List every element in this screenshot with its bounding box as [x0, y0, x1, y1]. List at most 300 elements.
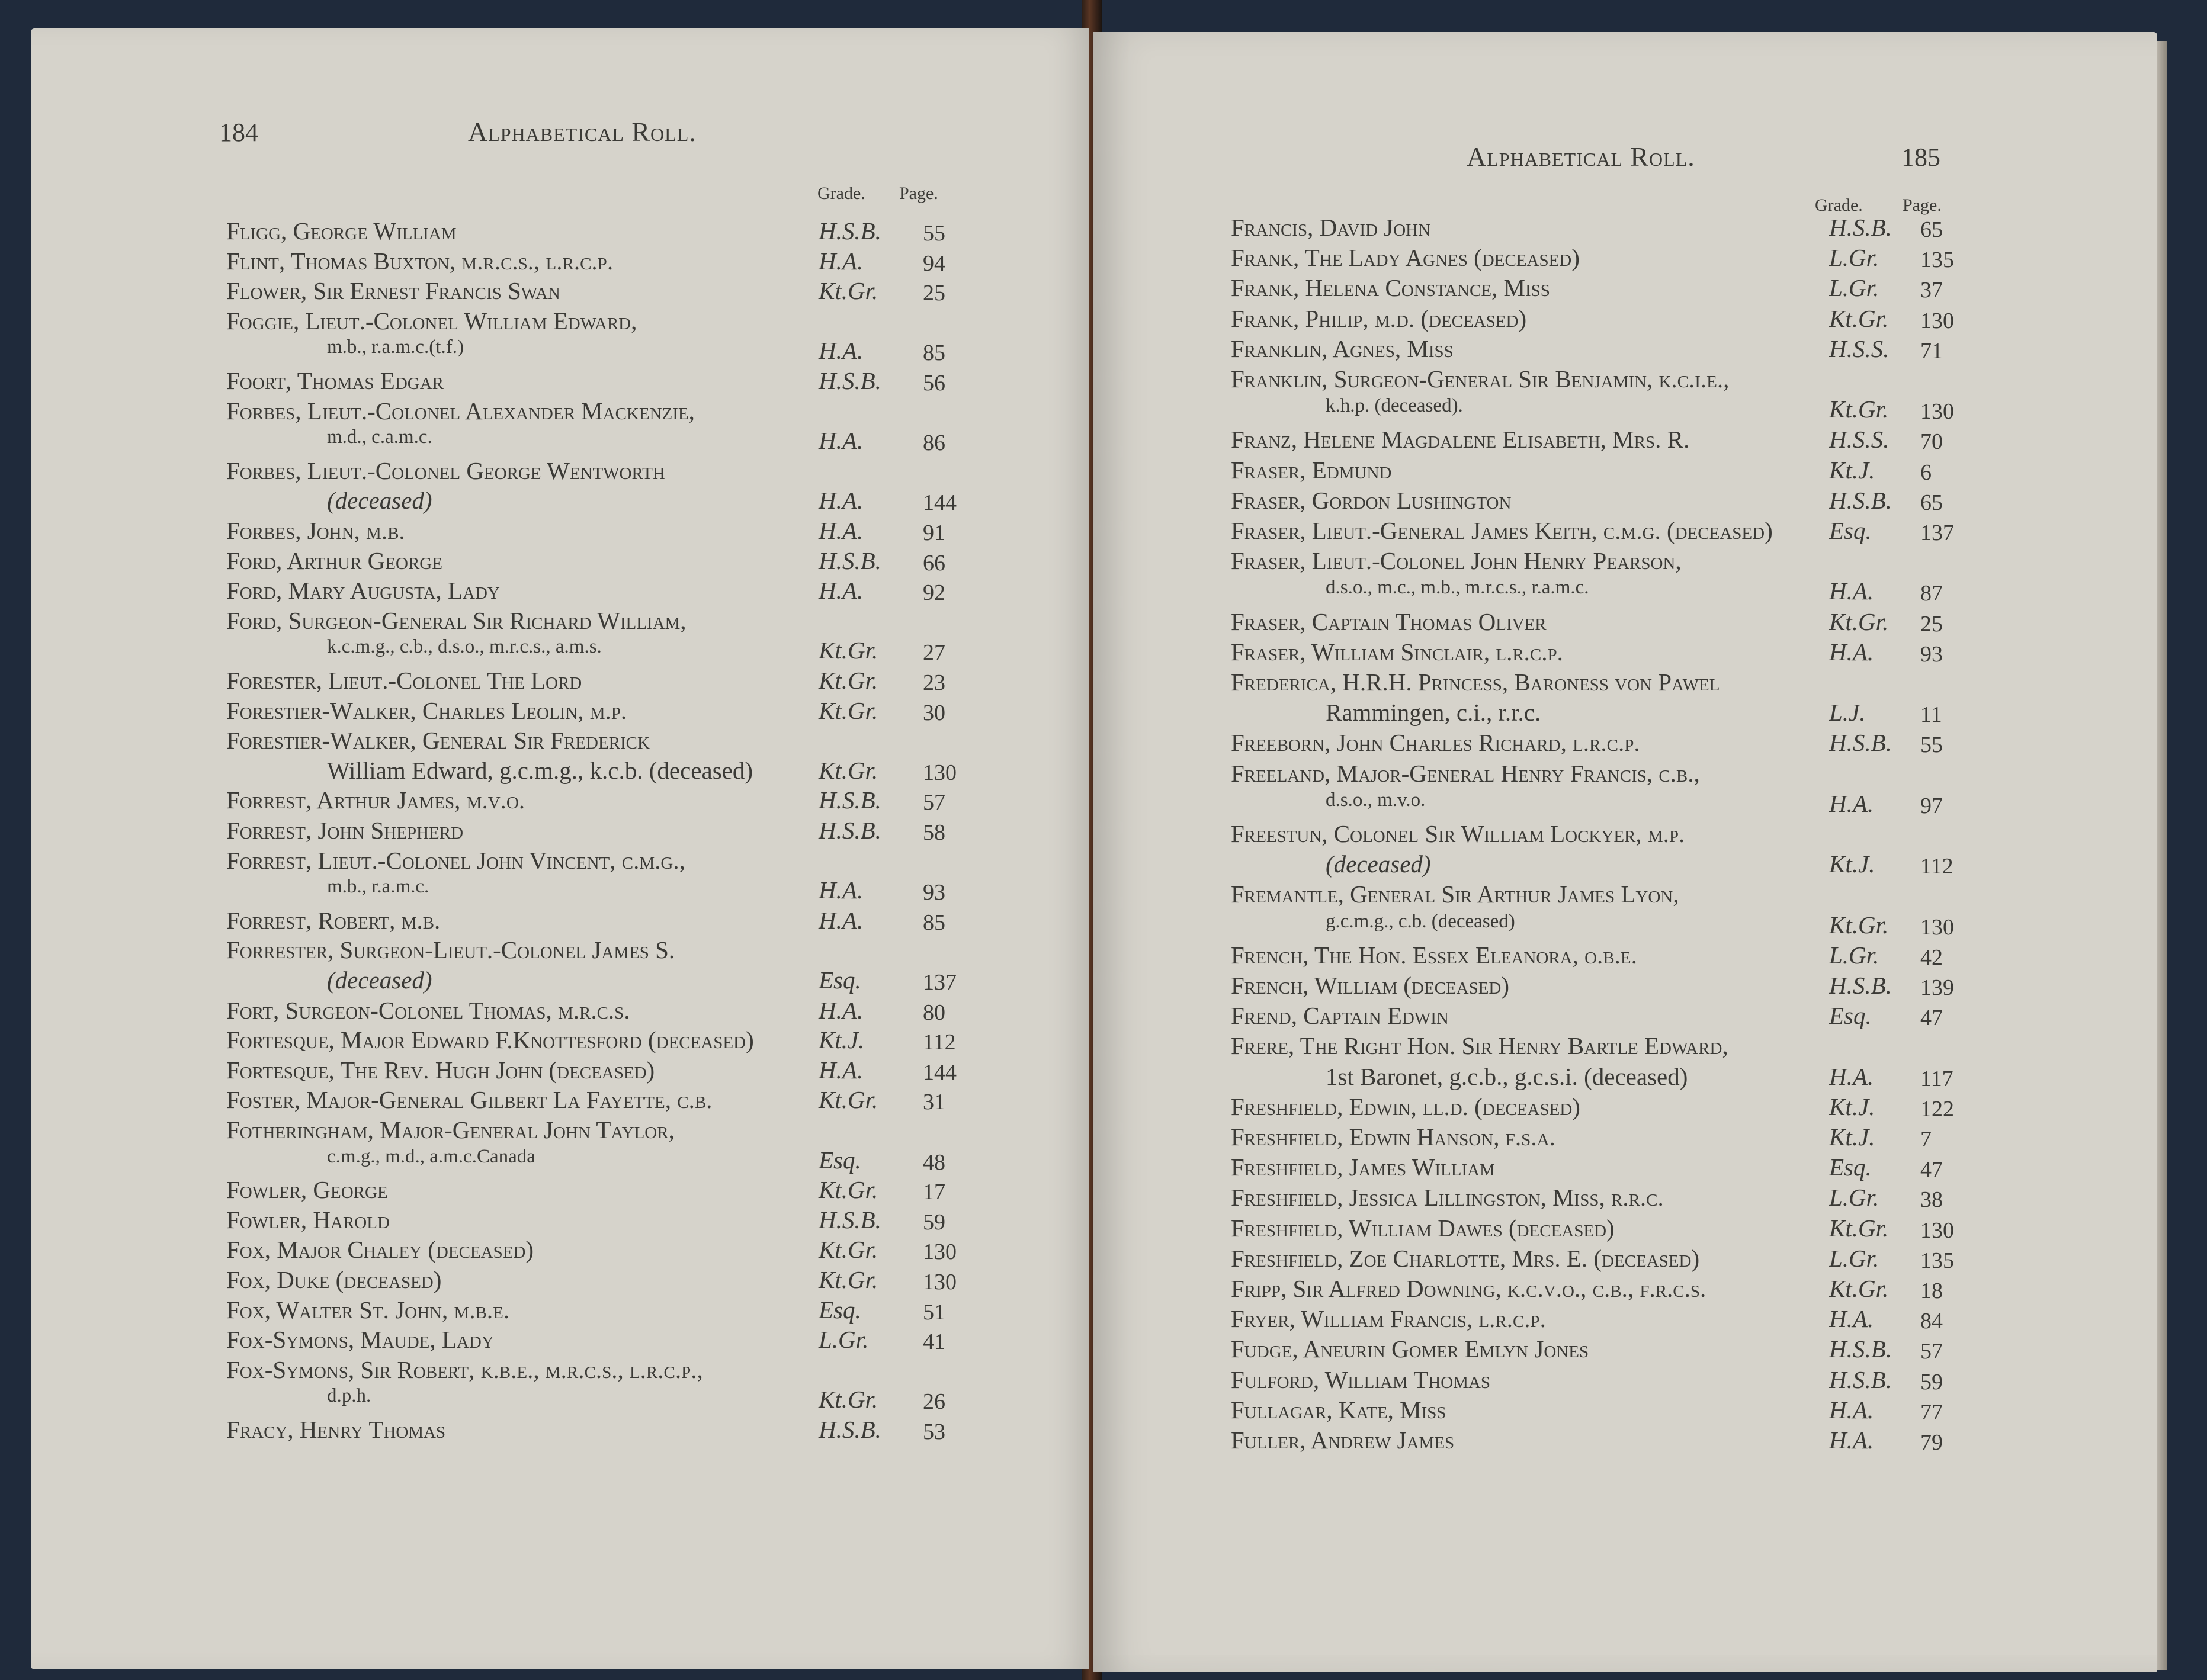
entry-page: 97: [1920, 793, 1943, 818]
entry-grade: H.S.B.: [1829, 214, 1892, 241]
list-item: [327, 1385, 1089, 1416]
entry-name: (deceased): [327, 966, 432, 994]
list-item: [226, 786, 996, 817]
entry-page: 135: [1920, 1248, 1954, 1273]
entry-name: Fowler, George: [226, 1176, 388, 1204]
entry-name: Ford, Mary Augusta, Lady: [226, 577, 500, 605]
list-item: [1231, 759, 2060, 790]
list-item: [226, 367, 996, 397]
entry-grade: H.S.S.: [1829, 426, 1890, 454]
entry-page: 57: [923, 790, 945, 815]
entry-name: Frank, The Lady Agnes (deceased): [1231, 244, 1580, 272]
entry-name: Fudge, Aneurin Gomer Emlyn Jones: [1231, 1335, 1589, 1363]
entry-name: Frend, Captain Edwin: [1231, 1002, 1449, 1030]
entry-grade: Kt.Gr.: [819, 1266, 878, 1293]
entry-page: 92: [923, 580, 945, 606]
list-item: [226, 247, 996, 278]
entry-name: French, William (deceased): [1231, 972, 1510, 999]
entry-name: Fulford, William Thomas: [1231, 1366, 1491, 1393]
entry-grade: Kt.J.: [819, 1026, 865, 1054]
entry-page: 25: [923, 281, 945, 306]
entry-name: Ford, Arthur George: [226, 547, 442, 574]
entry-name: Forbes, Lieut.-Colonel Alexander Mackenzie,: [226, 397, 695, 425]
entry-grade: L.Gr.: [1829, 1244, 1879, 1272]
entry-name: Forrest, Lieut.-Colonel John Vincent, c.m.g.,: [226, 846, 685, 874]
entry-page: 65: [1920, 217, 1943, 242]
list-item: [226, 547, 996, 577]
entry-name: Freshfield, Jessica Lillingston, Miss, r.r.c.: [1231, 1184, 1664, 1212]
entry-page: 30: [923, 700, 945, 725]
entry-name: Fuller, Andrew James: [1231, 1427, 1455, 1454]
entry-name: Fraser, William Sinclair, l.r.c.p.: [1231, 638, 1563, 666]
entry-grade: H.A.: [819, 487, 864, 515]
list-item: [1231, 1001, 2060, 1032]
entry-grade: H.A.: [819, 1056, 864, 1084]
entry-page: 130: [923, 760, 957, 785]
entry-grade: H.A.: [819, 876, 864, 904]
list-item: [226, 1116, 996, 1146]
entry-page: 18: [1920, 1279, 1943, 1303]
list-item: [1231, 274, 2060, 304]
entry-grade: H.A.: [1829, 1062, 1874, 1090]
list-item: [1231, 1123, 2060, 1154]
list-item: [226, 906, 996, 937]
list-item: [1231, 547, 2060, 577]
entry-name: Forester, Lieut.-Colonel The Lord: [226, 667, 582, 694]
entry-page: 47: [1920, 1006, 1943, 1031]
column-header-grade: Grade.: [1815, 195, 1863, 215]
entry-page: 11: [1920, 702, 1942, 728]
entry-grade: Kt.Gr.: [1829, 608, 1889, 635]
list-item: [1326, 577, 2155, 608]
list-item: [226, 217, 996, 248]
list-item: [226, 816, 996, 847]
entry-grade: Kt.Gr.: [1829, 396, 1889, 423]
list-item: [226, 1265, 996, 1296]
entry-page: 84: [1920, 1309, 1943, 1334]
entry-page: 71: [1920, 338, 1943, 364]
entry-name: Frank, Helena Constance, Miss: [1231, 274, 1550, 302]
entry-page: 94: [923, 250, 945, 276]
entry-name: Foster, Major-General Gilbert La Fayette, c.b.: [226, 1086, 713, 1114]
entry-grade: Kt.Gr.: [819, 277, 878, 305]
list-item: [327, 966, 1089, 997]
entry-grade: Esq.: [1829, 1154, 1872, 1181]
entry-page: 59: [1920, 1369, 1943, 1395]
entry-page: 117: [1920, 1066, 1953, 1091]
entry-grade: H.S.B.: [819, 1416, 881, 1443]
entry-grade: Esq.: [1829, 517, 1872, 544]
entry-grade: H.S.B.: [819, 817, 881, 844]
entry-name: Freestun, Colonel Sir William Lockyer, m.p.: [1231, 820, 1685, 847]
entry-name: Fryer, William Francis, l.r.c.p.: [1231, 1305, 1546, 1333]
entry-name: Flower, Sir Ernest Francis Swan: [226, 277, 560, 305]
list-item: [1231, 1396, 2060, 1427]
entry-page: 55: [1920, 733, 1943, 758]
entry-name: Frere, The Right Hon. Sir Henry Bartle Edward,: [1231, 1032, 1728, 1060]
list-item: [1231, 1093, 2060, 1123]
list-item: [226, 726, 996, 757]
entry-name: Fracy, Henry Thomas: [226, 1416, 446, 1443]
list-item: [226, 846, 996, 877]
list-item: [1231, 365, 2060, 396]
entry-name: Frederica, H.R.H. Princess, Baroness von Pawel: [1231, 669, 1720, 696]
page-number: 185: [1901, 143, 1940, 172]
entry-grade: Kt.Gr.: [819, 756, 878, 784]
entry-grade: Kt.Gr.: [819, 667, 878, 694]
right-page: [1093, 32, 2157, 1672]
entry-grade: H.S.B.: [819, 1206, 881, 1234]
entry-page: 80: [923, 1000, 945, 1025]
entry-grade: Kt.Gr.: [819, 1086, 878, 1114]
entry-page: 48: [923, 1149, 945, 1175]
entry-grade: H.A.: [819, 337, 864, 365]
entry-page: 17: [923, 1180, 945, 1205]
entry-grade: Kt.Gr.: [819, 1236, 878, 1264]
entry-name: Forbes, Lieut.-Colonel George Wentworth: [226, 457, 665, 484]
list-item: [1231, 820, 2060, 850]
list-item: [1231, 516, 2060, 547]
entry-name: Freeborn, John Charles Richard, l.r.c.p.: [1231, 729, 1640, 757]
list-item: [226, 666, 996, 697]
entry-name: d.p.h.: [327, 1385, 371, 1407]
entry-name: Frank, Philip, m.d. (deceased): [1231, 304, 1527, 332]
entry-page: 112: [1920, 854, 1953, 879]
entry-grade: Kt.Gr.: [1829, 1275, 1889, 1302]
entry-name: Freshfield, Edwin, ll.d. (deceased): [1231, 1093, 1580, 1120]
entry-name: m.d., c.a.m.c.: [327, 426, 432, 448]
entry-grade: H.S.B.: [819, 217, 881, 245]
list-item: [1231, 213, 2060, 244]
entry-name: (deceased): [327, 487, 432, 515]
entry-grade: Kt.Gr.: [1829, 1214, 1889, 1242]
list-item: [1231, 638, 2060, 669]
entry-page: 86: [923, 431, 945, 456]
entry-grade: Kt.Gr.: [819, 696, 878, 724]
list-item: [226, 1296, 996, 1326]
page-number: 184: [219, 118, 258, 147]
entry-grade: Kt.Gr.: [819, 637, 878, 664]
list-item: [226, 1235, 996, 1266]
entry-name: Forestier-Walker, Charles Leolin, m.p.: [226, 696, 627, 724]
list-item: [1326, 395, 2155, 426]
entry-page: 27: [923, 640, 945, 666]
entry-name: Freeland, Major-General Henry Francis, c.b.,: [1231, 759, 1700, 787]
entry-page: 56: [923, 371, 945, 396]
entry-name: Fox-Symons, Maude, Lady: [226, 1326, 494, 1354]
list-item: [1326, 850, 2155, 881]
entry-grade: H.A.: [819, 427, 864, 455]
left-page: [31, 28, 1089, 1669]
entry-name: Fox, Major Chaley (deceased): [226, 1236, 534, 1264]
entry-name: Forrester, Surgeon-Lieut.-Colonel James S.: [226, 936, 675, 964]
entry-name: Fox-Symons, Sir Robert, k.b.e., m.r.c.s., l.r.c.p.,: [226, 1355, 703, 1383]
entry-grade: H.S.B.: [819, 367, 881, 394]
entry-grade: L.Gr.: [1829, 244, 1879, 272]
list-item: [226, 1175, 996, 1206]
list-item: [327, 636, 1089, 667]
list-item: [1326, 698, 2155, 729]
list-item: [1231, 1153, 2060, 1184]
entry-grade: L.Gr.: [1829, 1184, 1879, 1212]
entry-page: 137: [1920, 521, 1954, 545]
entry-page: 144: [923, 1059, 957, 1085]
entry-page: 42: [1920, 945, 1943, 970]
entry-page: 130: [1920, 308, 1954, 333]
entry-grade: H.A.: [819, 906, 864, 934]
list-item: [226, 1206, 996, 1236]
entry-name: Fligg, George William: [226, 217, 457, 245]
entry-name: Fortesque, The Rev. Hugh John (deceased): [226, 1056, 655, 1084]
entry-grade: H.S.B.: [819, 547, 881, 574]
entry-name: Franz, Helene Magdalene Elisabeth, Mrs. R.: [1231, 426, 1690, 454]
list-item: [1231, 456, 2060, 487]
entry-name: m.b., r.a.m.c.: [327, 876, 429, 898]
entry-name: Fremantle, General Sir Arthur James Lyon,: [1231, 881, 1679, 908]
entry-name: d.s.o., m.v.o.: [1326, 789, 1426, 811]
list-item: [327, 486, 1089, 517]
list-item: [1231, 486, 2060, 517]
list-item: [1326, 1062, 2155, 1093]
entry-page: 38: [1920, 1187, 1943, 1213]
list-item: [1231, 1183, 2060, 1214]
entry-grade: H.S.B.: [1829, 972, 1892, 999]
entry-name: Fripp, Sir Alfred Downing, k.c.v.o., c.b., f.r.c.s.: [1231, 1275, 1706, 1302]
column-header-grade: Grade.: [817, 184, 865, 203]
entry-page: 59: [923, 1209, 945, 1235]
list-item: [226, 576, 996, 607]
entry-page: 41: [923, 1329, 945, 1355]
entry-grade: H.A.: [1829, 789, 1874, 817]
entry-grade: Kt.Gr.: [1829, 911, 1889, 939]
list-item: [327, 336, 1089, 367]
entry-page: 93: [1920, 641, 1943, 667]
entry-grade: Kt.J.: [1829, 1123, 1875, 1151]
entry-page: 77: [1920, 1399, 1943, 1425]
list-item: [226, 1325, 996, 1356]
entry-name: Foggie, Lieut.-Colonel William Edward,: [226, 307, 637, 335]
entry-name: Rammingen, c.i., r.r.c.: [1326, 699, 1541, 727]
entry-name: Forrest, John Shepherd: [226, 817, 464, 844]
entry-grade: Kt.Gr.: [819, 1386, 878, 1414]
column-header-page: Page.: [899, 184, 938, 203]
entry-name: Fortesque, Major Edward F.Knottesford (deceased): [226, 1026, 754, 1054]
entry-page: 91: [923, 521, 945, 545]
entry-grade: Kt.J.: [1829, 850, 1875, 878]
entry-page: 58: [923, 820, 945, 845]
list-item: [1326, 789, 2155, 820]
entry-grade: H.A.: [819, 996, 864, 1024]
list-item: [1231, 880, 2060, 911]
entry-name: Freshfield, William Dawes (deceased): [1231, 1214, 1615, 1242]
entry-grade: H.A.: [1829, 577, 1874, 605]
entry-grade: L.J.: [1829, 699, 1866, 727]
entry-page: 23: [923, 670, 945, 695]
entry-page: 7: [1920, 1127, 1932, 1152]
entry-page: 31: [923, 1090, 945, 1115]
entry-name: Fotheringham, Major-General John Taylor,: [226, 1116, 675, 1143]
list-item: [226, 1085, 996, 1116]
list-item: [226, 1355, 996, 1386]
entry-name: d.s.o., m.c., m.b., m.r.c.s., r.a.m.c.: [1326, 577, 1589, 599]
list-item: [1231, 335, 2060, 365]
entry-name: Freshfield, Zoe Charlotte, Mrs. E. (deceased): [1231, 1244, 1700, 1272]
entry-page: 112: [923, 1030, 956, 1055]
entry-grade: H.S.B.: [1829, 1335, 1892, 1363]
entry-name: c.m.g., m.d., a.m.c.Canada: [327, 1145, 535, 1167]
running-head: Alphabetical Roll.: [1467, 142, 1695, 172]
entry-name: Fraser, Lieut.-Colonel John Henry Pearson,: [1231, 547, 1682, 575]
entry-name: Ford, Surgeon-General Sir Richard William,: [226, 606, 687, 634]
entry-page: 93: [923, 880, 945, 905]
list-item: [1231, 728, 2060, 759]
entry-grade: H.S.B.: [1829, 729, 1892, 757]
list-item: [1231, 608, 2060, 638]
entry-grade: H.S.B.: [819, 786, 881, 814]
entry-page: 55: [923, 221, 945, 246]
entry-name: French, The Hon. Essex Eleanora, o.b.e.: [1231, 941, 1637, 969]
entry-name: Fraser, Lieut.-General James Keith, c.m.g. (deceased): [1231, 517, 1773, 544]
entry-page: 79: [1920, 1430, 1943, 1455]
entry-name: k.h.p. (deceased).: [1326, 395, 1463, 417]
entry-grade: L.Gr.: [1829, 274, 1879, 302]
entry-page: 70: [1920, 429, 1943, 455]
entry-grade: H.A.: [1829, 1305, 1874, 1333]
entry-page: 51: [923, 1299, 945, 1325]
entry-page: 25: [1920, 611, 1943, 637]
entry-grade: L.Gr.: [1829, 941, 1879, 969]
entry-grade: H.A.: [819, 247, 864, 275]
list-item: [327, 876, 1089, 907]
list-item: [327, 426, 1089, 457]
list-item: [226, 606, 996, 637]
entry-page: 85: [923, 341, 945, 366]
list-item: [226, 996, 996, 1027]
entry-page: 26: [923, 1389, 945, 1415]
entry-name: k.c.m.g., c.b., d.s.o., m.r.c.s., a.m.s.: [327, 636, 602, 658]
list-item: [226, 1415, 996, 1446]
entry-name: Fort, Surgeon-Colonel Thomas, m.r.c.s.: [226, 996, 630, 1024]
list-item: [1231, 304, 2060, 335]
entry-name: Flint, Thomas Buxton, m.r.c.s., l.r.c.p.: [226, 247, 614, 275]
entry-name: Forbes, John, m.b.: [226, 517, 405, 544]
entry-name: g.c.m.g., c.b. (deceased): [1326, 910, 1515, 932]
entry-page: 87: [1920, 581, 1943, 606]
list-item: [1231, 971, 2060, 1002]
entry-name: Forestier-Walker, General Sir Frederick: [226, 727, 650, 754]
entry-grade: H.S.B.: [1829, 486, 1892, 514]
list-item: [1231, 941, 2060, 972]
entry-name: Franklin, Agnes, Miss: [1231, 335, 1454, 362]
list-item: [226, 397, 996, 428]
entry-grade: Esq.: [819, 966, 861, 994]
list-item: [1231, 243, 2060, 274]
list-item: [327, 756, 1089, 787]
entry-name: Fullagar, Kate, Miss: [1231, 1396, 1446, 1424]
entry-name: Fox, Walter St. John, m.b.e.: [226, 1296, 510, 1324]
entry-grade: L.Gr.: [819, 1326, 869, 1354]
list-item: [226, 936, 996, 966]
page-edge: [2157, 41, 2167, 1670]
entry-page: 65: [1920, 490, 1943, 515]
entry-page: 85: [923, 910, 945, 935]
entry-grade: Esq.: [1829, 1002, 1872, 1030]
list-item: [1231, 425, 2060, 456]
entry-grade: Kt.Gr.: [819, 1176, 878, 1204]
entry-page: 130: [923, 1239, 957, 1265]
entry-name: (deceased): [1326, 850, 1431, 878]
list-item: [1231, 1305, 2060, 1335]
entry-grade: Kt.J.: [1829, 456, 1875, 484]
list-item: [1231, 668, 2060, 699]
entry-name: William Edward, g.c.m.g., k.c.b. (deceased): [327, 756, 753, 784]
list-item: [226, 696, 996, 727]
entry-page: 66: [923, 550, 945, 576]
entry-grade: Esq.: [819, 1146, 861, 1174]
entry-name: Forrest, Robert, m.b.: [226, 906, 441, 934]
list-item: [1326, 911, 2155, 942]
list-item: [1231, 1032, 2060, 1062]
list-item: [226, 277, 996, 307]
list-item: [226, 1026, 996, 1056]
entry-page: 144: [923, 490, 957, 516]
entry-grade: H.S.S.: [1829, 335, 1890, 362]
list-item: [1231, 1214, 2060, 1245]
entry-grade: Esq.: [819, 1296, 861, 1324]
entry-name: Foort, Thomas Edgar: [226, 367, 444, 394]
entry-page: 130: [923, 1270, 957, 1294]
entry-name: Forrest, Arthur James, m.v.o.: [226, 786, 525, 814]
entry-page: 53: [923, 1419, 945, 1444]
entry-name: Fox, Duke (deceased): [226, 1266, 442, 1293]
entry-page: 130: [1920, 399, 1954, 425]
entry-name: Francis, David John: [1231, 214, 1431, 241]
entry-page: 122: [1920, 1096, 1954, 1122]
entry-grade: H.A.: [819, 517, 864, 544]
entry-name: Fowler, Harold: [226, 1206, 390, 1234]
entry-grade: H.A.: [1829, 1427, 1874, 1454]
entry-name: Freshfield, Edwin Hanson, f.s.a.: [1231, 1123, 1555, 1151]
running-head: Alphabetical Roll.: [468, 117, 697, 147]
entry-name: Franklin, Surgeon-General Sir Benjamin, k.c.i.e.,: [1231, 365, 1730, 393]
entry-name: Fraser, Edmund: [1231, 456, 1392, 484]
entry-name: Fraser, Captain Thomas Oliver: [1231, 608, 1547, 635]
column-header-page: Page.: [1903, 195, 1942, 215]
entry-page: 130: [1920, 1218, 1954, 1243]
list-item: [1231, 1274, 2060, 1305]
entry-page: 135: [1920, 248, 1954, 273]
entry-page: 130: [1920, 914, 1954, 940]
entry-name: Fraser, Gordon Lushington: [1231, 486, 1512, 514]
entry-page: 139: [1920, 975, 1954, 1000]
entry-page: 137: [923, 970, 957, 995]
list-item: [226, 457, 996, 487]
entry-grade: Kt.J.: [1829, 1093, 1875, 1120]
list-item: [1231, 1366, 2060, 1396]
entry-grade: H.A.: [819, 577, 864, 605]
entry-name: Freshfield, James William: [1231, 1154, 1495, 1181]
entry-page: 6: [1920, 460, 1932, 485]
entry-page: 37: [1920, 278, 1943, 303]
list-item: [1231, 1244, 2060, 1275]
entry-page: 47: [1920, 1157, 1943, 1183]
list-item: [1231, 1426, 2060, 1457]
list-item: [1231, 1335, 2060, 1366]
entry-grade: Kt.Gr.: [1829, 304, 1889, 332]
list-item: [226, 1056, 996, 1087]
list-item: [226, 516, 996, 547]
list-item: [327, 1146, 1089, 1177]
